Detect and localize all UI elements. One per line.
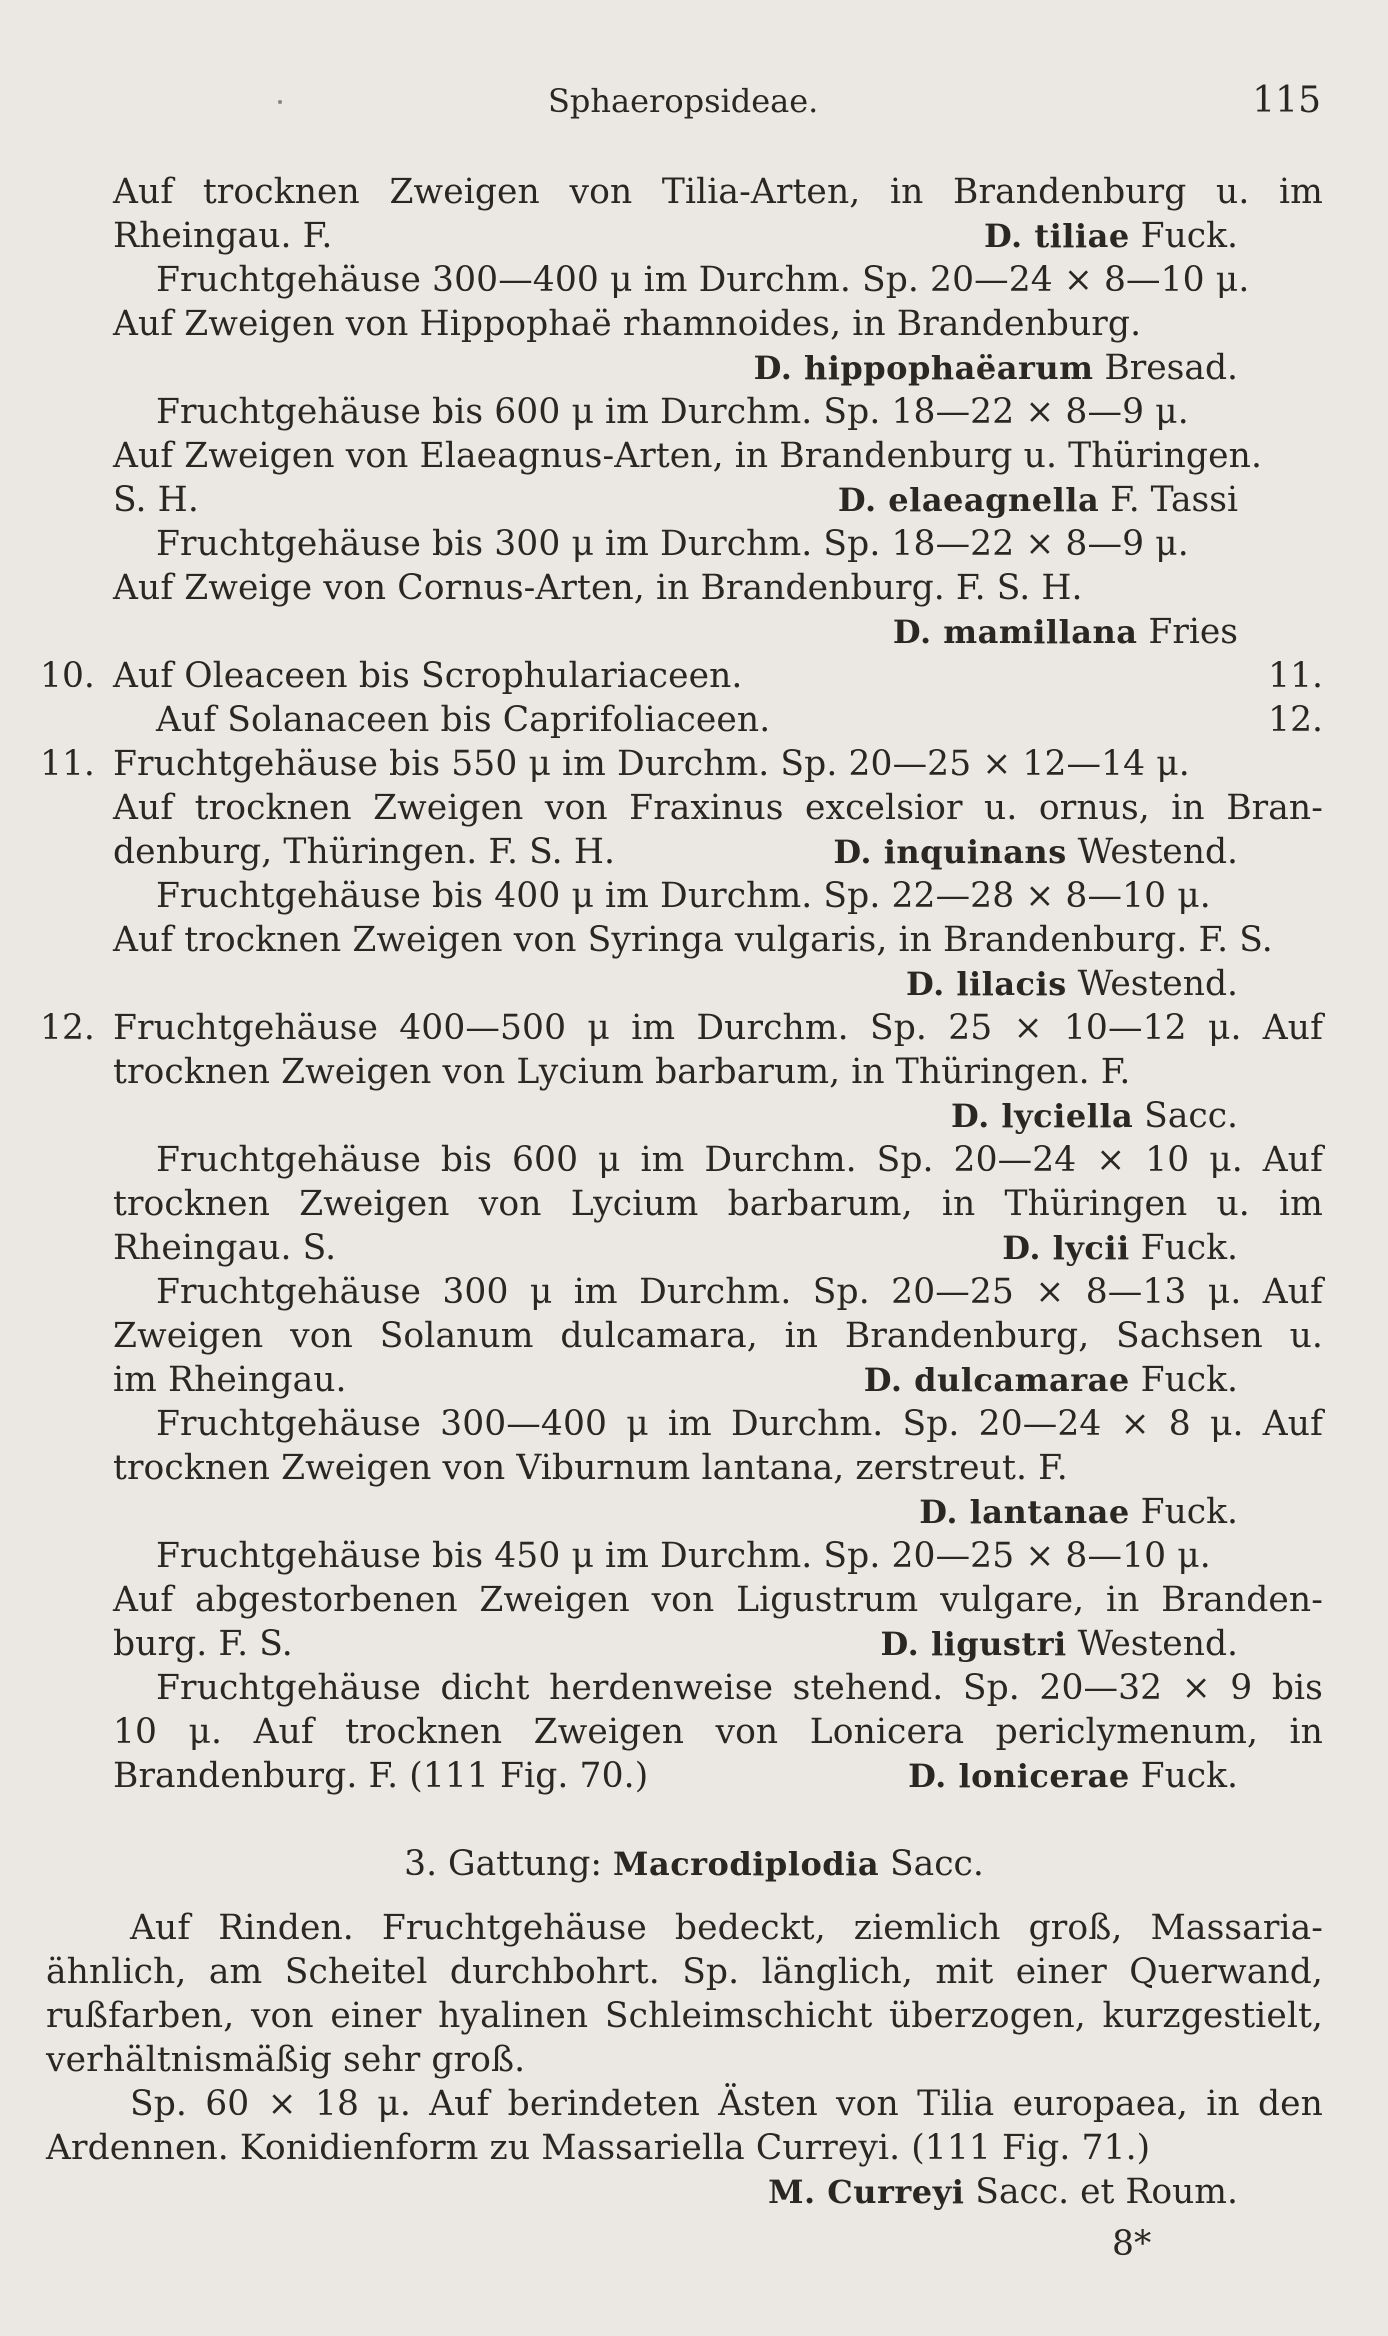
signature-mark: 8*	[1112, 2224, 1152, 2264]
species-name: D. lonicerae Fuck.	[908, 1756, 1238, 1796]
text-line: Fruchtgehäuse bis 450 μ im Durchm. Sp. 20—25 × 8—10 μ.	[156, 1536, 1211, 1576]
text-line: denburg, Thüringen. F. S. H.	[113, 832, 616, 872]
text-line: S. H.	[113, 480, 199, 520]
key-number: 12.	[40, 1008, 95, 1048]
species-name: D. mamillana Fries	[892, 612, 1238, 652]
species-name: D. lyciella Sacc.	[951, 1096, 1238, 1136]
text-line: Fruchtgehäuse 400—500 μ im Durchm. Sp. 25 × 10—12 μ. Auf	[113, 1008, 1323, 1048]
text-line: Auf Zweigen von Hippophaë rhamnoides, in Brandenburg.	[113, 304, 1142, 344]
genus-heading: 3. Gattung: Macrodiplodia Sacc.	[404, 1844, 984, 1884]
text-line: verhältnismäßig sehr groß.	[46, 2040, 526, 2080]
text-line: 10 μ. Auf trocknen Zweigen von Lonicera periclymenum, in	[113, 1712, 1323, 1752]
text-line: Auf trocknen Zweigen von Syringa vulgaris, in Brandenburg. F. S.	[113, 920, 1273, 960]
key-number: 11.	[40, 744, 95, 784]
text-line: Sp. 60 × 18 μ. Auf berindeten Ästen von Tilia europaea, in den	[130, 2084, 1323, 2124]
key-reference: 11.	[1268, 656, 1323, 696]
key-reference: 12.	[1268, 700, 1323, 740]
text-line: Fruchtgehäuse 300—400 μ im Durchm. Sp. 20—24 × 8 μ. Auf	[156, 1404, 1323, 1444]
text-line: Rheingau. S.	[113, 1228, 337, 1268]
text-line: Fruchtgehäuse bis 600 μ im Durchm. Sp. 18—22 × 8—9 μ.	[156, 392, 1189, 432]
species-name: D. lantanae Fuck.	[919, 1492, 1238, 1532]
species-name: D. elaeagnella F. Tassi	[837, 480, 1238, 520]
text-line: Fruchtgehäuse dicht herdenweise stehend. Sp. 20—32 × 9 bis	[156, 1668, 1323, 1708]
text-line: im Rheingau.	[113, 1360, 347, 1400]
text-line: Fruchtgehäuse bis 300 μ im Durchm. Sp. 18—22 × 8—9 μ.	[156, 524, 1189, 564]
text-line: trocknen Zweigen von Lycium barbarum, in Thüringen u. im	[113, 1184, 1323, 1224]
text-line: Rheingau. F.	[113, 216, 333, 256]
species-name: D. dulcamarae Fuck.	[863, 1360, 1238, 1400]
text-line: Auf trocknen Zweigen von Tilia-Arten, in Brandenburg u. im	[113, 172, 1323, 212]
text-line: Auf Zweige von Cornus-Arten, in Brandenburg. F. S. H.	[113, 568, 1083, 608]
running-title: Sphaeropsideae.	[548, 82, 819, 120]
text-line: ähnlich, am Scheitel durchbohrt. Sp. länglich, mit einer Querwand,	[46, 1952, 1323, 1992]
text-line: trocknen Zweigen von Viburnum lantana, zerstreut. F.	[113, 1448, 1068, 1488]
species-name: D. inquinans Westend.	[833, 832, 1238, 872]
text-line: Ardennen. Konidienform zu Massariella Curreyi. (111 Fig. 71.)	[46, 2128, 1151, 2168]
text-line: Auf Rinden. Fruchtgehäuse bedeckt, ziemlich groß, Massaria-	[130, 1908, 1323, 1948]
text-line: Fruchtgehäuse 300 μ im Durchm. Sp. 20—25 × 8—13 μ. Auf	[156, 1272, 1323, 1312]
species-name: D. tiliae Fuck.	[983, 216, 1238, 256]
text-line: rußfarben, von einer hyalinen Schleimschicht überzogen, kurzgestielt,	[46, 1996, 1323, 2036]
text-line: Fruchtgehäuse bis 600 μ im Durchm. Sp. 20—24 × 10 μ. Auf	[156, 1140, 1323, 1180]
text-line: Zweigen von Solanum dulcamara, in Brandenburg, Sachsen u.	[113, 1316, 1323, 1356]
species-name: D. lycii Fuck.	[1002, 1228, 1238, 1268]
text-line: Fruchtgehäuse bis 400 μ im Durchm. Sp. 22—28 × 8—10 μ.	[156, 876, 1211, 916]
key-number: 10.	[40, 656, 95, 696]
species-name: D. lilacis Westend.	[905, 964, 1238, 1004]
text-line: Fruchtgehäuse 300—400 μ im Durchm. Sp. 20—24 × 8—10 μ.	[156, 260, 1250, 300]
species-name: M. Curreyi Sacc. et Roum.	[768, 2172, 1238, 2212]
text-line: Auf trocknen Zweigen von Fraxinus excelsior u. ornus, in Bran-	[113, 788, 1323, 828]
species-name: D. ligustri Westend.	[880, 1624, 1238, 1664]
text-line: Auf Solanaceen bis Caprifoliaceen.	[156, 700, 771, 740]
page-number: 115	[1252, 80, 1321, 121]
text-line: Auf Zweigen von Elaeagnus-Arten, in Brandenburg u. Thüringen.	[113, 436, 1263, 476]
text-line: trocknen Zweigen von Lycium barbarum, in Thüringen. F.	[113, 1052, 1131, 1092]
text-line: Auf abgestorbenen Zweigen von Ligustrum vulgare, in Branden-	[113, 1580, 1323, 1620]
text-line: Auf Oleaceen bis Scrophulariaceen.	[113, 656, 743, 696]
print-speck	[278, 100, 282, 104]
species-name: D. hippophaëarum Bresad.	[753, 348, 1238, 388]
text-line: burg. F. S.	[113, 1624, 293, 1664]
text-line: Brandenburg. F. (111 Fig. 70.)	[113, 1756, 649, 1796]
text-line: Fruchtgehäuse bis 550 μ im Durchm. Sp. 20—25 × 12—14 μ.	[113, 744, 1190, 784]
